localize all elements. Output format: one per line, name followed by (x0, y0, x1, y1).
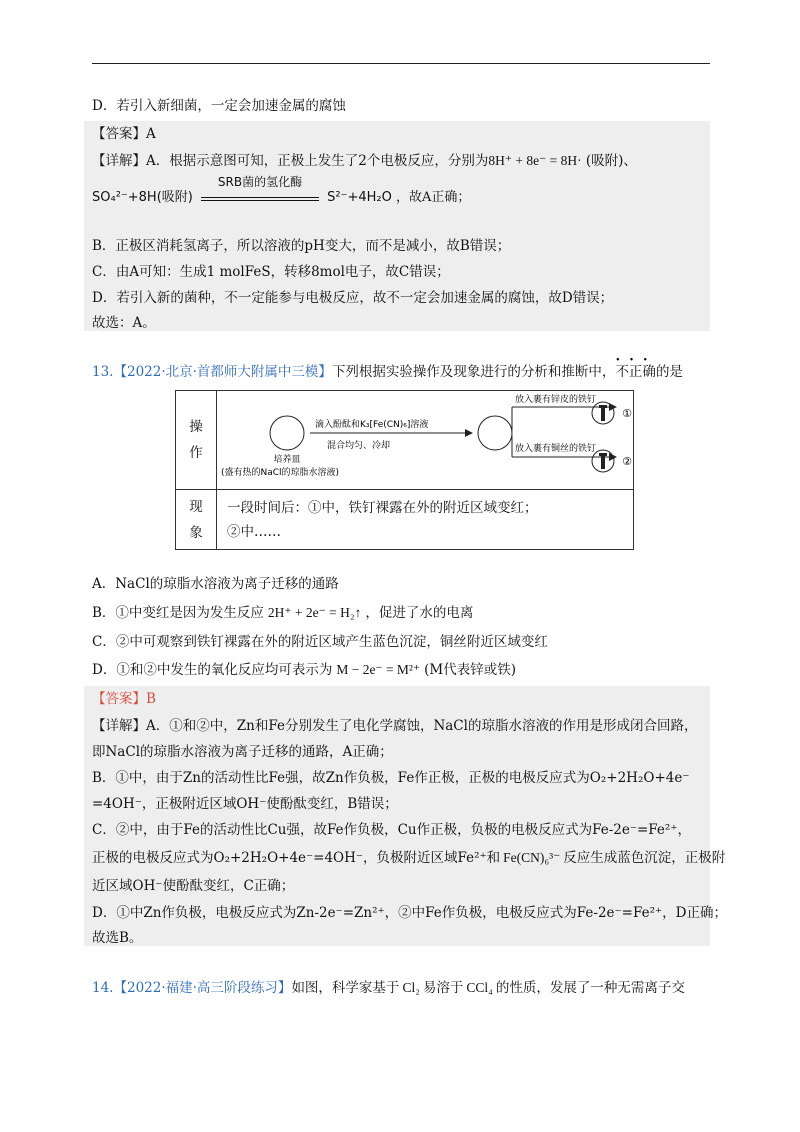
q13-option-b: B．①中变红是因为发生反应 2H⁺ + 2e⁻ = H₂↑ ，促进了水的电离 (92, 605, 474, 621)
q12-detail-a-prefix: 【详解】A．根据示意图可知，正极上发生了2个电极反应，分别为 (92, 153, 489, 169)
q13-detail-1: 【详解】A．①和②中，Zn和Fe分别发生了电化学腐蚀，NaCl的琼脂水溶液的作用是形成闭合回路， (92, 718, 698, 734)
q13-option-d: D．①和②中发生的氧化反应均可表示为 M − 2e⁻ = M²⁺ (M代表锌或铁) (92, 662, 516, 678)
q14-stem: 14.【2022·福建·高三阶段练习】如图，科学家基于 Cl₂ 易溶于 CCl₄ 的性质，发展了一种无需离子交 (92, 980, 685, 996)
ccl4-formula: CCl₄ (466, 980, 493, 995)
q13-number: 13. (92, 364, 114, 380)
q13-stem-end: 的是 (655, 364, 683, 380)
q12-detail-d: D．若引入新的菌种，不一定能参与电极反应，故不一定会加速金属的腐蚀，故D错误； (92, 290, 614, 306)
q13-detail-3: B．①中，由于Zn的活动性比Fe强，故Zn作负极，Fe作正极，正极的电极反应式为O₂+2H₂O+4e⁻ (92, 770, 690, 786)
q13-stem (92, 352, 683, 382)
petri-dish-2 (478, 416, 512, 450)
q13-option-b-equation: 2H⁺ + 2e⁻ = H₂↑ (267, 605, 362, 620)
main-arrow-head (465, 429, 473, 437)
q13-option-a: A．NaCl的琼脂水溶液为离子迁移的通路 (92, 576, 339, 592)
nail-zinc-icon (601, 408, 605, 421)
q13-detail-6: 正极的电极反应式为O₂+2H₂O+4e⁻=4OH⁻，负极附近区域Fe²⁺和 Fe(CN)₆³⁻ 反应生成蓝色沉淀，正极附 (92, 850, 726, 866)
q13-detail-9: 故选B。 (92, 930, 143, 946)
nail-copper-icon (601, 456, 605, 469)
q12-detail-b: B．正极区消耗氢离子，所以溶液的pH变大，而不是减小，故B错误； (92, 238, 511, 254)
q13-detail-2: 即NaCl的琼脂水溶液为离子迁移的通路，A正确； (92, 744, 393, 760)
apparatus-diagram (217, 391, 633, 489)
q14-source: 【2022·福建·高三阶段练习】 (113, 980, 292, 996)
q13-answer: 【答案】B (92, 691, 156, 707)
dish-label: 培养皿 (273, 455, 301, 465)
q14-number: 14. (92, 980, 114, 996)
arrow-top-label: 滴入酚酞和K₃[Fe(CN)₆]溶液 (315, 420, 429, 430)
q13-detail-4: =4OH⁻，正极附近区域OH⁻使酚酞变红，B错误； (92, 796, 398, 812)
q12-detail-a (92, 151, 637, 171)
operation-label: 操 作 (176, 391, 217, 490)
eq2-arrow (201, 175, 319, 201)
petri-dish-1 (270, 416, 304, 450)
mark-1: ① (622, 407, 632, 420)
q12-answer: 【答案】A (92, 126, 156, 142)
q12-equation-1: 8H⁺ + 8e⁻ = 8H· (488, 153, 582, 168)
q13-stem-emphasis: ··· 不正确 (615, 352, 657, 380)
q13-option-d-equation: M − 2e⁻ = M²⁺ (336, 662, 421, 677)
branch-1-label: 放入裹有锌皮的铁钉 (515, 395, 597, 405)
q12-equation-2 (92, 175, 471, 208)
q13-detail-8: D．①中Zn作负极，电极反应式为Zn-2e⁻=Zn²⁺，②中Fe作负极，电极反应式为Fe-2e⁻=Fe²⁺，D正确； (92, 905, 727, 921)
eq2-right: S²⁻+4H₂O (327, 190, 392, 205)
header-rule (92, 63, 710, 64)
dish-note: (盛有热的NaCl的琼脂水溶液) (221, 468, 340, 478)
experiment-table (175, 390, 634, 550)
eq2-left: SO₄²⁻+8H(吸附) (92, 190, 193, 205)
mark-2: ② (622, 455, 632, 468)
q13-detail-7: 近区域OH⁻使酚酞变红，C正确； (92, 878, 295, 894)
arrow-bottom-label: 混合均匀、冷却 (327, 441, 391, 451)
ferricyanide-ion: Fe(CN)₆³⁻ (503, 850, 561, 865)
q13-option-c: C．②中可观察到铁钉裸露在外的附近区域产生蓝色沉淀，铜丝附近区域变红 (92, 634, 548, 650)
phenomenon-text: 一段时间后：①中，铁钉裸露在外的附近区域变红； ②中…… (217, 490, 634, 550)
q13-detail-5: C．②中，由于Fe的活动性比Cu强，故Fe作负极，Cu作正极，负极的电极反应式为Fe-2e⁻=Fe²⁺， (92, 822, 691, 838)
branch-2-label: 放入裹有铜丝的铁钉 (515, 444, 597, 454)
nail-results (589, 391, 639, 489)
phenomenon-label: 现 象 (176, 490, 217, 550)
eq2-condition: SRB菌的氢化酶 (217, 175, 303, 189)
chlorine-formula: Cl₂ (402, 980, 420, 995)
q12-detail-c: C．由A可知：生成1 molFeS，转移8mol电子，故C错误； (92, 264, 450, 280)
q13-source: 【2022·北京·首都师大附属中三模】 (113, 364, 332, 380)
q13-stem-text: 下列根据实验操作及现象进行的分析和推断中， (331, 364, 616, 380)
operation-diagram (217, 391, 634, 490)
q12-choose: 故选：A。 (92, 315, 156, 331)
q12-option-d: D．若引入新细菌，一定会加速金属的腐蚀 (92, 98, 346, 114)
q12-equation-1-suffix: (吸附)、 (585, 153, 637, 169)
eq2-suffix: ，故A正确； (396, 190, 471, 205)
